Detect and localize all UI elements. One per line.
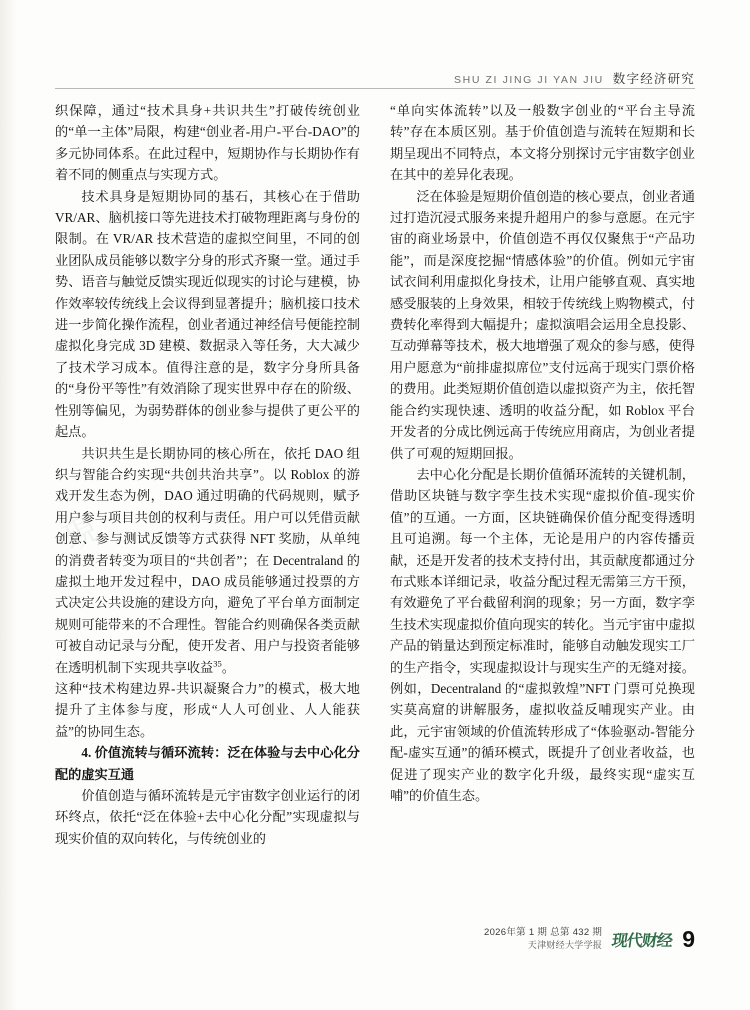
paragraph: “单向实体流转”以及一般数字创业的“平台主导流转”存在本质区别。基于价值创造与流转在短期和长期呈现出不同特点，本文将分别探讨元宇宙数字创业在其中的差异化表现。 [390, 103, 695, 183]
paragraph: 织保障，通过“技术具身+共识共生”打破传统创业的“单一主体”局限，构建“创业者-用户-平台-DAO”的多元协同体系。在此过程中，短期协作与长期协作有着不同的侧重点与实现方式。 [55, 103, 360, 183]
header-pinyin: SHU ZI JING JI YAN JIU [454, 73, 604, 86]
watermark: 現 [57, 507, 109, 559]
footer-issue: 2026年第 1 期 总第 432 期 [484, 927, 603, 938]
body-columns [55, 100, 695, 849]
footer-organization: 天津财经大学学报 [527, 940, 603, 950]
paragraph: 这种“技术构建边界-共识凝聚合力”的模式，极大地提升了主体参与度，形成“人人可创业、人人能获益”的协同生态。 [55, 680, 360, 739]
right-column [390, 100, 695, 849]
page-footer [484, 926, 695, 952]
page-edge-shading [0, 0, 18, 1010]
paragraph: 共识共生是长期协同的核心所在，依托 DAO 组织与智能合约实现“共创共治共享”。以 Roblox 的游戏开发生态为例，DAO 通过明确的代码规则，赋予用户参与项目共创的权利与责任。用户可以凭借贡献创意、参与测试反馈等方式获得 NFT 奖励，从单纯的消费者转变为项目的“共创者”；在 Decentraland 的虚拟土地开发过程中，DAO 成员能够通过投票的方式决定公共设施的建设方向，避免了平台单方面制定规则可能带来的不合理性。智能合约则确保各类贡献可被自动记录与分配，使开发者、用户与投资者能够在透明机制下实现共享收益$^{35}$。 [55, 445, 360, 675]
journal-logo: 现代财经 [610, 932, 674, 950]
paragraph-text: 共识共生是长期协同的核心所在，依托 DAO 组织与智能合约实现“共创共治共享”。以 Roblox 的游戏开发生态为例，DAO 通过明确的代码规则，赋予用户参与项目共创的权利与责任。用户可以凭借贡献创意、参与测试反馈等方式获得 NFT 奖励，从单纯的消费者转变为项目的“共创者”；在 Decentraland 的虚拟土地开发过程中，DAO 成员能够通过投票的方式决定公共设施的建设方向，避免了平台单方面制定规则可能带来的不合理性。智能合约则确保各类贡献可被自动记录与分配，使开发者、用户与投资者能够在透明机制下实现共享收益 [55, 445, 360, 675]
section-heading: 4. 价值流转与循环流转：泛在体验与去中心化分配的虚实互通 [55, 745, 360, 782]
footnote-marker: 35 [213, 658, 222, 669]
paragraph: 价值创造与循环流转是元宇宙数字创业运行的闭环终点，依托“泛在体验+去中心化分配”实现虚拟与现实价值的双向转化，与传统创业的 [55, 788, 360, 846]
paragraph: 去中心化分配是长期价值循环流转的关键机制，借助区块链与数字孪生技术实现“虚拟价值-现实价值”的互通。一方面，区块链确保价值分配变得透明且可追溯。每一个主体，无论是用户的内容传播贡献，还是开发者的技术支持付出，其贡献度都通过分布式账本详细记录，收益分配过程无需第三方干预，有效避免了平台截留利润的现象；另一方面，数字孪生技术实现虚拟价值向现实的转化。当元宇宙中虚拟产品的销量达到预定标准时，能够自动触发现实工厂的生产指令，实现虚拟设计与现实生产的无缝对接。例如，Decentraland 的“虚拟敦煌”NFT 门票可兑换现实莫高窟的讲解服务，虚拟收益反哺现实产业。由此，元宇宙领域的价值流转形成了“体验驱动-智能分配-虚实互通”的循环模式，既提升了创业者收益，也促进了现实产业的数字化升级，最终实现“虚实互哺”的价值生态。 [390, 466, 695, 803]
paragraph: 技术具身是短期协同的基石，其核心在于借助 VR/AR、脑机接口等先进技术打破物理距离与身份的限制。在 VR/AR 技术营造的虚拟空间里，不同的创业团队成员能够以数字分身的形式齐聚一堂。通过手势、语音与触觉反馈实现近似现实的讨论与建模，协作效率较传统线上会议得到显著提升；脑机接口技术进一步简化操作流程，创业者通过神经信号便能控制虚拟化身完成 3D 建模、数据录入等任务，大大减少了技术学习成本。值得注意的是，数字分身所具备的“身份平等性”有效消除了现实世界中存在的阶级、性别等偏见，为弱势群体的创业参与提供了更公平的起点。 [55, 188, 360, 440]
footer-meta [484, 926, 602, 952]
running-header [454, 66, 695, 86]
left-column [55, 100, 360, 849]
header-journal-name: 数字经济研究 [612, 71, 695, 86]
header-divider [55, 88, 695, 89]
paragraph: 泛在体验是短期价值创造的核心要点，创业者通过打造沉浸式服务来提升超用户的参与意愿。在元宇宙的商业场景中，价值创造不再仅仅聚焦于“产品功能”，而是深度挖掘“情感体验”的价值。例如元宇宙试衣间利用虚拟化身技术，让用户能够直观、真实地感受服装的上身效果，相较于传统线上购物模式，付费转化率得到大幅提升；虚拟演唱会运用全息投影、互动弹幕等技术，极大地增强了观众的参与感，使得用户愿意为“前排虚拟席位”支付远高于现实门票价格的费用。此类短期价值创造以虚拟资产为主，依托智能合约实现快速、透明的收益分配，如 Roblox 平台开发者的分成比例远高于传统应用商店，为创业者提供了可观的短期回报。 [390, 188, 695, 461]
page-number: 9 [682, 925, 695, 952]
